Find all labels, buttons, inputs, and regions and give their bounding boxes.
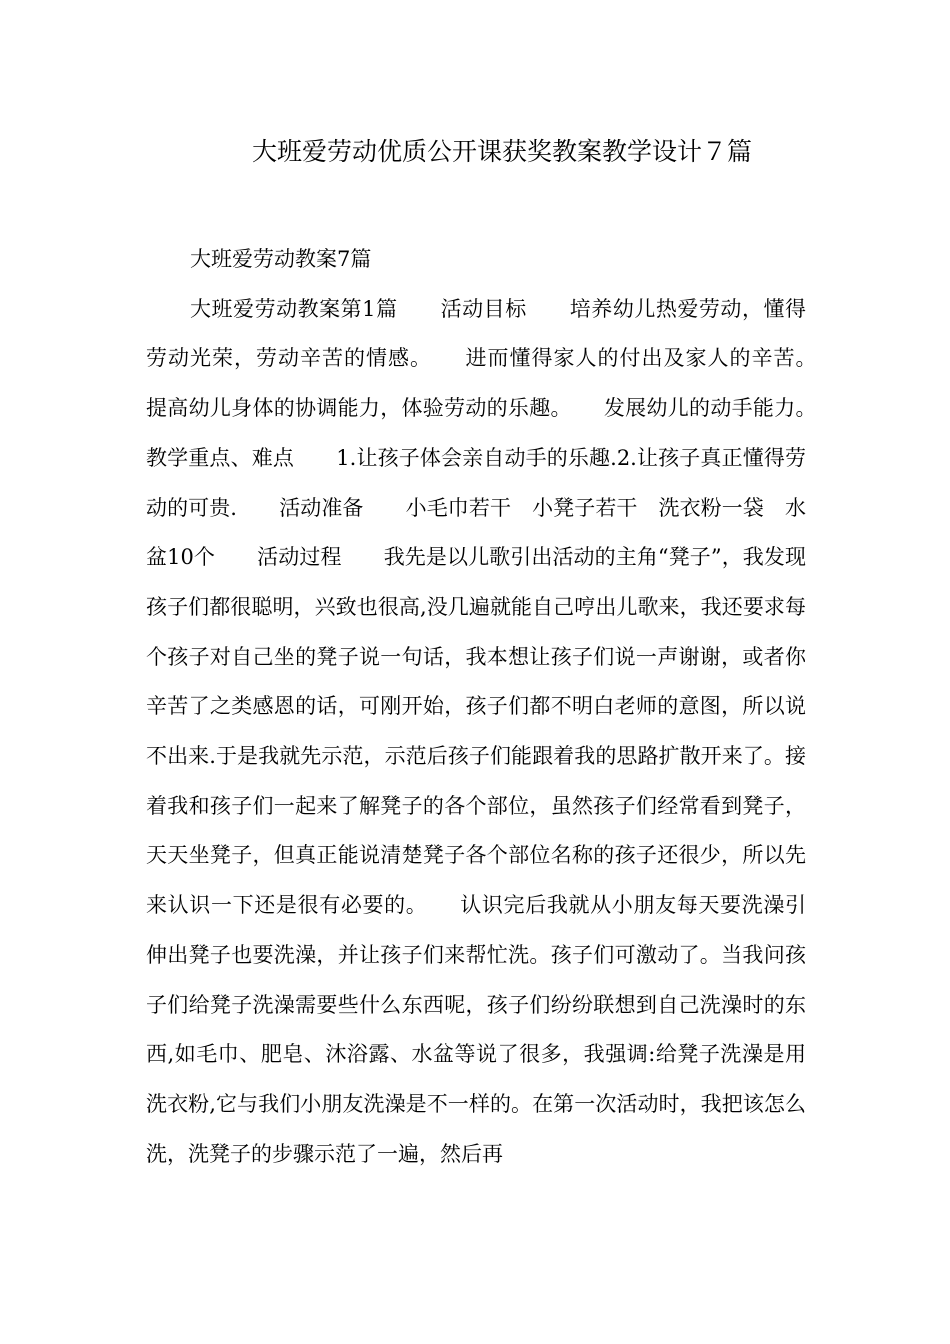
- document-body: [146, 235, 848, 1179]
- document-title: 大班爱劳动优质公开课获奖教案教学设计７篇: [251, 137, 752, 166]
- section-heading: 大班爱劳动教案7篇: [190, 247, 372, 271]
- body-paragraph: 大班爱劳动教案第1篇 活动目标 培养幼儿热爱劳动，懂得劳动光荣，劳动辛苦的情感。 进而懂得家人的付出及家人的辛苦。 提高幼儿身体的协调能力，体验劳动的乐趣。 发展幼儿的动手能力。 教学重点、难点 1.让孩子体会亲自动手的乐趣.2.让孩子真正懂得劳动的可贵. 活动准备 小毛巾若干 小凳子若干 洗衣粉一袋 水盆10个 活动过程 我先是以儿歌引出活动的主角“凳子”，我发现孩子们都很聪明，兴致也很高,没几遍就能自己哼出儿歌来，我还要求每个孩子对自己坐的凳子说一句话，我本想让孩子们说一声谢谢，或者你辛苦了之类感恩的话，可刚开始，孩子们都不明白老师的意图，所以说不出来.于是我就先示范，示范后孩子们能跟着我的思路扩散开来了。接着我和孩子们一起来了解凳子的各个部位，虽然孩子们经常看到凳子，天天坐凳子，但真正能说清楚凳子各个部位名称的孩子还很少，所以先来认识一下还是很有必要的。 认识完后我就从小朋友每天要洗澡引伸出凳子也要洗澡，并让孩子们来帮忙洗。孩子们可激动了。当我问孩子们给凳子洗澡需要些什么东西呢，孩子们纷纷联想到自己洗澡时的东西,如毛巾、肥皂、沐浴露、水盆等说了很多，我强调:给凳子洗澡是用洗衣粉,它与我们小朋友洗澡是不一样的。在第一次活动时，我把该怎么洗，洗凳子的步骤示范了一遍，然后再: [146, 296, 848, 1166]
